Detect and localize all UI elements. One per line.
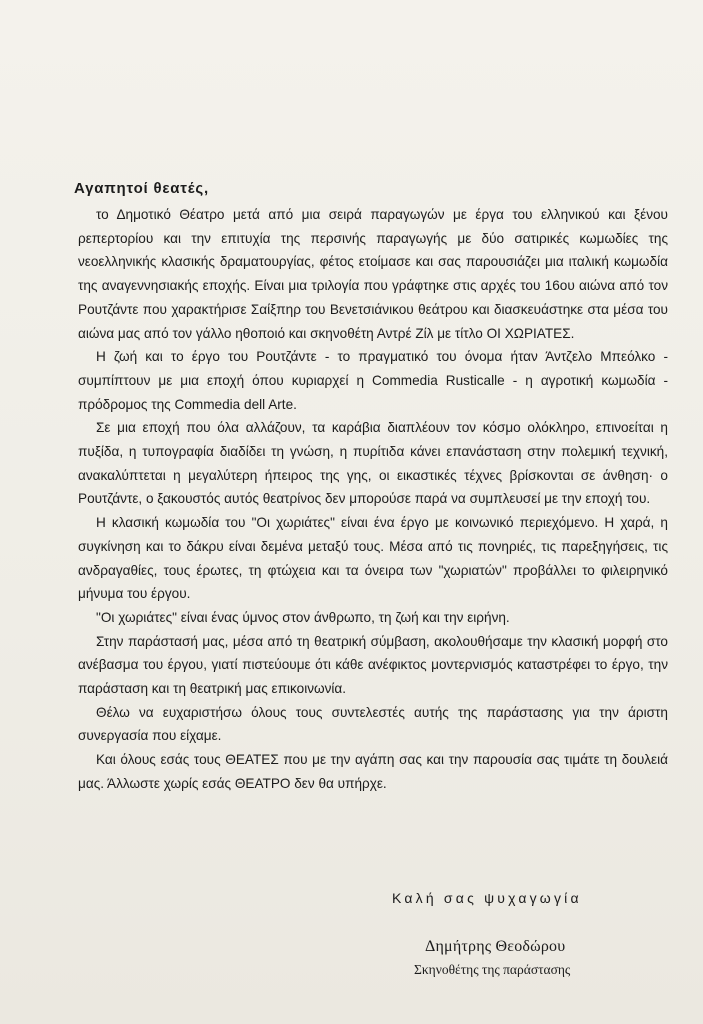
paragraph-hymn: "Οι χωριάτες" είναι ένας ύμνος στον άνθρωπο, τη ζωή και την ειρήνη. — [96, 609, 510, 625]
paragraph-comedy: Η κλασική κωμωδία του "Οι χωριάτες" είναι ένα έργο με κοινωνικό περιεχόμενο. Η χαρά, η συγκίνηση και το δάκρυ είναι δεμένα μεταξύ τους. Μέσα από τις πονηριές, τις παρεξηγήσεις, τις ανδραγαθίες, τους έρωτες, τη φτώχεια και τα όνειρα των "χωριατών" προβάλλει το φιλειρηνικό μήνυμα του έργου. — [78, 515, 668, 602]
paragraph-ruzante: Η ζωή και το έργο του Ρουτζάντε - το πραγματικό του όνομα ήταν Άντζελο Μπεόλκο - συμπίπτουν με μια εποχή όπου κυριαρχεί η Commedia Rusticalle - η αγροτική κωμωδία - πρόδρομος της Commedia dell Arte. — [78, 349, 668, 412]
paragraphs — [78, 203, 668, 796]
paragraph-audience: Και όλους εσάς τους ΘΕΑΤΕΣ που με την αγάπη σας και την παρουσία σας τιμάτε τη δουλειά μας. Άλλωστε χωρίς εσάς ΘΕΑΤΡΟ δεν θα υπήρχε. — [78, 752, 668, 791]
letter-body — [74, 180, 668, 796]
paragraph-thanks: Θέλω να ευχαριστήσω όλους τους συντελεστές αυτής της παράστασης για την άριστη συνεργασία που είχαμε. — [78, 704, 668, 744]
signature-name: Δημήτρης Θεοδώρου — [425, 938, 566, 955]
paragraph-era: Σε μια εποχή που όλα αλλάζουν, τα καράβια διαπλέουν τον κόσμο ολόκληρο, επινοείται η πυξίδα, η τυπογραφία διαδίδει τη γνώση, η πυρίτιδα κάνει επανάσταση στην πολεμική τεχνική, ανακαλύπτεται η μεγαλύτερη ήπειρος της γης, οι εικαστικές τέχνες βρίσκονται σε άνθηση· ο Ρουτζάντε, ο ξακουστός αυτός θεατρίνος δεν μπορούσε παρά να συμπλευσεί με την εποχή του. — [78, 420, 668, 507]
signature-role: Σκηνοθέτης της παράστασης — [414, 962, 571, 977]
greeting: Αγαπητοί θεατές, — [74, 180, 209, 197]
paragraph-intro: το Δημοτικό Θέατρο μετά από μια σειρά παραγωγών με έργα του ελληνικού και ξένου ρεπερτορίου και την επιτυχία της περσινής παραγωγής με δύο σατιρικές κωμωδίες της νεοελληνικής κλασικής δραματουργίας, φέτος ετοίμασε και σας παρουσιάζει μια ιταλική κωμωδία της αναγεννησιακής εποχής. Είναι μια τριλογία που γράφτηκε στις αρχές του 16ου αιώνα από τον Ρουτζάντε που χαρακτήρισε Σαίξπηρ του Βενετσιάνικου θεάτρου και διασκευάστηκε στα μέσα του αιώνα μας από τον γάλλο ηθοποιό και σκηνοθέτη Αντρέ Ζίλ με τίτλο ΟΙ ΧΩΡΙΑΤΕΣ. — [78, 207, 668, 341]
paragraph-staging: Στην παράστασή μας, μέσα από τη θεατρική σύμβαση, ακολουθήσαμε την κλασική μορφή στο ανέβασμα του έργου, γιατί πιστεύουμε ότι κάθε ανέφικτος μοντερνισμός καταστρέφει το έργο, την παράσταση και τη θεατρική μας επικοινωνία. — [78, 633, 668, 697]
closing-line: Καλή σας ψυχαγωγία — [392, 890, 582, 906]
